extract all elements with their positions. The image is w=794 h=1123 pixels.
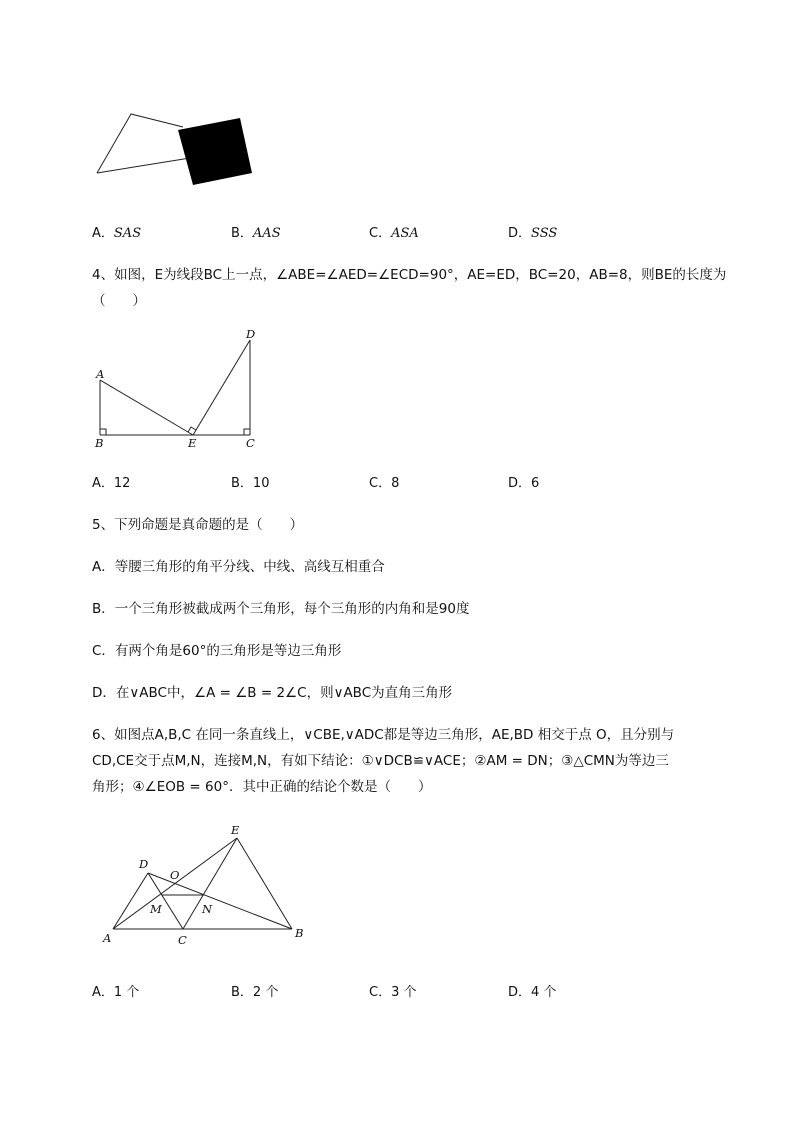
- q3-option-a[interactable]: A．SAS: [92, 226, 142, 241]
- q4-stem-line1: 4、如图，E为线段BC上一点，∠ABE=∠AED=∠ECD=90°，AE=ED，BC=20，AB=8，则BE的长度为: [92, 267, 727, 283]
- q4-label-e: E: [188, 436, 197, 450]
- q3-option-c[interactable]: C．ASA: [369, 226, 419, 241]
- q5-option-b[interactable]: B．一个三角形被截成两个三角形，每个三角形的内角和是90度: [92, 601, 470, 617]
- q4-label-a: A: [96, 367, 105, 381]
- q6-line-eb: [237, 838, 292, 929]
- q5-option-a[interactable]: A．等腰三角形的角平分线、中线、高线互相重合: [92, 559, 385, 575]
- q4-label-b: B: [95, 436, 104, 450]
- q5-option-c[interactable]: C．有两个角是60°的三角形是等边三角形: [92, 643, 342, 659]
- q6-line-ad: [113, 873, 148, 929]
- q6-label-d: D: [139, 857, 149, 871]
- q6-label-m: M: [150, 902, 162, 916]
- q5-stem: 5、下列命题是真命题的是（ ）: [92, 517, 304, 533]
- q4-option-d[interactable]: D．6: [508, 476, 540, 491]
- q6-label-a: A: [103, 931, 112, 945]
- q6-stem-line3: 角形；④∠EOB = 60°．其中正确的结论个数是（ ）: [92, 779, 432, 795]
- q4-label-d: D: [246, 327, 256, 341]
- q4-option-c[interactable]: C．8: [369, 476, 400, 491]
- q6-stem-line1: 6、如图点A,B,C 在同一条直线上，∨CBE,∨ADC都是等边三角形，AE,BD 相交于点 O，且分别与: [92, 727, 675, 743]
- q6-option-c[interactable]: C．3 个: [369, 985, 417, 1000]
- q4-option-b[interactable]: B．10: [231, 476, 270, 491]
- q3-option-d[interactable]: D．SSS: [508, 226, 558, 241]
- q6-label-e: E: [231, 823, 240, 837]
- q6-option-a[interactable]: A．1 个: [92, 985, 140, 1000]
- q6-stem-line2: CD,CE交于点M,N，连接M,N，有如下结论：①∨DCB≌∨ACE；②AM = DN；③△CMN为等边三: [92, 753, 669, 769]
- q6-label-n: N: [202, 902, 213, 916]
- q6-label-o: O: [170, 868, 180, 882]
- q5-option-d[interactable]: D．在∨ABC中，∠A = ∠B = 2∠C，则∨ABC为直角三角形: [92, 685, 453, 701]
- q4-option-a[interactable]: A．12: [92, 476, 131, 491]
- q6-option-d[interactable]: D．4 个: [508, 985, 557, 1000]
- q3-option-b[interactable]: B．AAS: [231, 226, 281, 241]
- q6-label-c: C: [178, 933, 187, 947]
- q4-stem-line2: （ ）: [92, 293, 146, 309]
- q4-label-c: C: [246, 436, 255, 450]
- q6-option-b[interactable]: B．2 个: [231, 985, 279, 1000]
- q6-label-b: B: [295, 926, 304, 940]
